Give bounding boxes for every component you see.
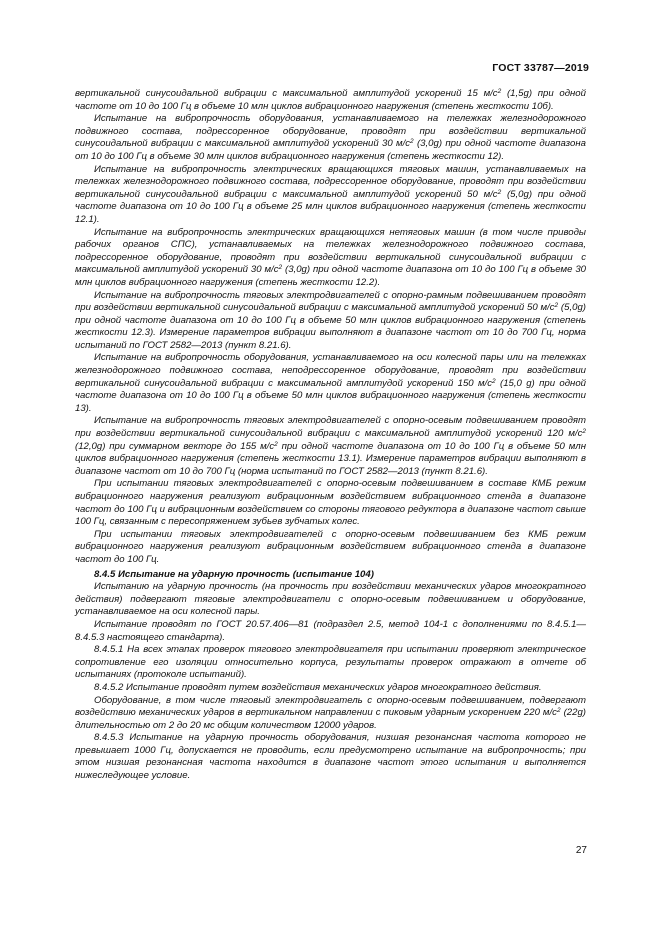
- superscript: 2: [410, 138, 414, 146]
- text-run: Оборудование, в том числе тяговый электродвигатель с опорно-осевым подвешиванием, подвергают воздействию механических ударов в вертикальном направлении с пиковым ударным ускорением 220 м/с: [75, 694, 586, 719]
- paragraph: [75, 88, 586, 113]
- paragraph: [75, 695, 586, 733]
- superscript: 2: [492, 377, 496, 385]
- text-run: (15,0 g) при одной частоте диапазона от 10 до 100 Гц в объеме 50 млн циклов вибрационного нагружения (степень жесткости 13).: [75, 377, 586, 414]
- text-run: При испытании тяговых электродвигателей с опорно-осевым подвешиванием в составе КМБ режим вибрационного нагружения реализуют вибрационным воздействием вибрационного стенда в диапазоне частот до 100 Гц и вибрационным воздействием со стороны тягового редуктора в диапазоне частот свыше 100 Гц, связанным с пересопряжением зубьев зубчатых колес.: [75, 478, 586, 528]
- text-run: вертикальной синусоидальной вибрации с максимальной амплитудой ускорений 15 м/с: [75, 88, 498, 99]
- paragraph: [75, 619, 586, 644]
- paragraph: [75, 415, 586, 478]
- text-run: (5,0g) при одной частоте диапазона от 10 до 100 Гц в объеме 25 млн циклов вибрационного нагружения (степень жесткости 12.1).: [75, 188, 586, 225]
- text-run: (22g) длительностью от 2 до 20 мс общим количеством 12000 ударов.: [75, 707, 587, 731]
- superscript: 2: [274, 440, 278, 448]
- superscript: 2: [497, 88, 502, 95]
- text-run: 8.4.5.2 Испытание проводят путем воздействия механических ударов многократного действия.: [94, 681, 542, 693]
- paragraph: [75, 290, 586, 353]
- text-run: Испытание на вибропрочность оборудования, устанавливаемого на оси колесной пары или на тележках железнодорожного подвижного состава, неподрессоренное оборудование, проводят при воздействии вертикальной синусоидальной вибрации с максимальной амплитудой ускорений 150 м/с: [75, 352, 586, 389]
- text-run: (3,0g) при одной частоте диапазона от 10 до 100 Гц в объеме 30 млн циклов вибрационного нагружения (степень жесткости 12).: [75, 138, 586, 162]
- page-number: 27: [575, 845, 587, 856]
- text-run: (5,0g) при одной частоте диапазона от 10 до 100 Гц в объеме 50 млн циклов вибрационного нагружения (степень жесткости 12.3). Измерение параметров вибрации выполняют в диапазоне частот от 10 до 700 Гц, норма испытаний по ГОСТ 2582—2013 (пункт 8.21.6).: [75, 302, 586, 351]
- text-run: Испытание на вибропрочность электрических вращающихся тяговых машин, устанавливаемых на тележках железнодорожного подвижного состава, подрессоренное оборудование, проводят при воздействии вертикальной синусоидальной вибрации с максимальной амплитудой ускорений 50 м/с: [75, 163, 586, 200]
- paragraph: [75, 581, 586, 619]
- text-run: при одной частоте диапазона от 10 до 100 Гц в объеме 50 млн циклов вибрационного нагружения (степень жесткости 13.1). Измерение параметров вибрации выполняют в диапазоне частот от 10 до 700 Гц (норма испытаний по ГОСТ 2582—2013 (пункт 8.21.6).: [75, 440, 586, 477]
- paragraph: [75, 644, 586, 682]
- superscript: 2: [582, 428, 586, 436]
- paragraph: [75, 352, 586, 415]
- text-run: 8.4.5 Испытание на ударную прочность (испытание 104): [94, 568, 374, 580]
- document-header: ГОСТ 33787—2019: [492, 62, 589, 74]
- text-run: (1,5g) при одной частоте от 10 до 100 Гц в объеме 10 млн циклов вибрационного нагружения (степень жесткости 10б).: [75, 88, 586, 112]
- paragraph: [75, 227, 586, 290]
- superscript: 2: [554, 302, 559, 310]
- text-run: Испытанию на ударную прочность (на прочность при воздействии механических ударов многократного действия) подвергают тяговые электродвигатели с опорно-осевым подвешиванием и оборудование, устанавливаемое на оси колесной пары.: [75, 581, 586, 618]
- section-heading: [75, 569, 586, 582]
- text-run: (12,0g) при суммарном векторе до 155 м/с: [75, 440, 275, 452]
- text-run: (3,0g) при одной частоте диапазона от 10 до 100 Гц в объеме 30 млн циклов вибрационного нагружения (степень жесткости 12.2).: [75, 264, 586, 288]
- paragraph: [75, 478, 586, 528]
- superscript: 2: [556, 707, 561, 715]
- superscript: 2: [497, 188, 502, 196]
- text-run: Испытание на вибропрочность оборудования, устанавливаемого на тележках железнодорожного подвижного состава, подрессоренное оборудование, проводят при воздействии вертикальной синусоидальной вибрации с максимальной амплитудой ускорений 30 м/с: [75, 113, 586, 150]
- paragraph: [75, 529, 586, 567]
- text-run: Испытание на вибропрочность электрических вращающихся нетяговых машин (в том числе приводы рабочих органов СПС), устанавливаемых на тележках железнодорожного подвижного состава, подрессоренное оборудование, проводят при воздействии вертикальной синусоидальной вибрации с максимальной амплитудой ускорений 30 м/с: [75, 226, 586, 276]
- paragraph: [75, 113, 586, 163]
- text-run: 8.4.5.3 Испытание на ударную прочность оборудования, низшая резонансная частота которого не превышает 1000 Гц, допускается не проводить, если предусмотрено испытание на вибропрочность; при этом низшая резонансная частота находится в диапазоне частот этого испытания и выполняется нижеследующее условие.: [75, 732, 586, 782]
- paragraph: [75, 682, 586, 695]
- text-run: Испытание на вибропрочность тяговых электродвигателей с опорно-осевым подвешиванием проводят при воздействии вертикальной синусоидальной вибрации с максимальной амплитудой ускорений 120 м/с: [75, 415, 586, 440]
- superscript: 2: [278, 264, 283, 272]
- paragraph: [75, 164, 586, 227]
- text-run: 8.4.5.1 На всех этапах проверок тягового электродвигателя при испытании проверяют электрическое сопротивление его изоляции относительно корпуса, результаты проверок отражают в отчете об испытаниях (протоколе испытаний).: [75, 644, 586, 681]
- text-run: Испытание проводят по ГОСТ 20.57.406—81 (подраздел 2.5, метод 104-1 с дополнениями по 8.4.5.1—8.4.5.3 настоящего стандарта).: [75, 618, 586, 643]
- text-run: При испытании тяговых электродвигателей с опорно-осевым подвешиванием без КМБ режим вибрационного нагружения реализуют вибрационным воздействием вибрационного стенда в диапазоне частот до 100 Гц.: [75, 528, 586, 565]
- page-text-body: [75, 88, 586, 783]
- text-run: Испытание на вибропрочность тяговых электродвигателей с опорно-рамным подвешиванием проводят при воздействии вертикальной синусоидальной вибрации с максимальной амплитудой ускорений 50 м/с: [75, 289, 586, 314]
- paragraph: [75, 732, 586, 782]
